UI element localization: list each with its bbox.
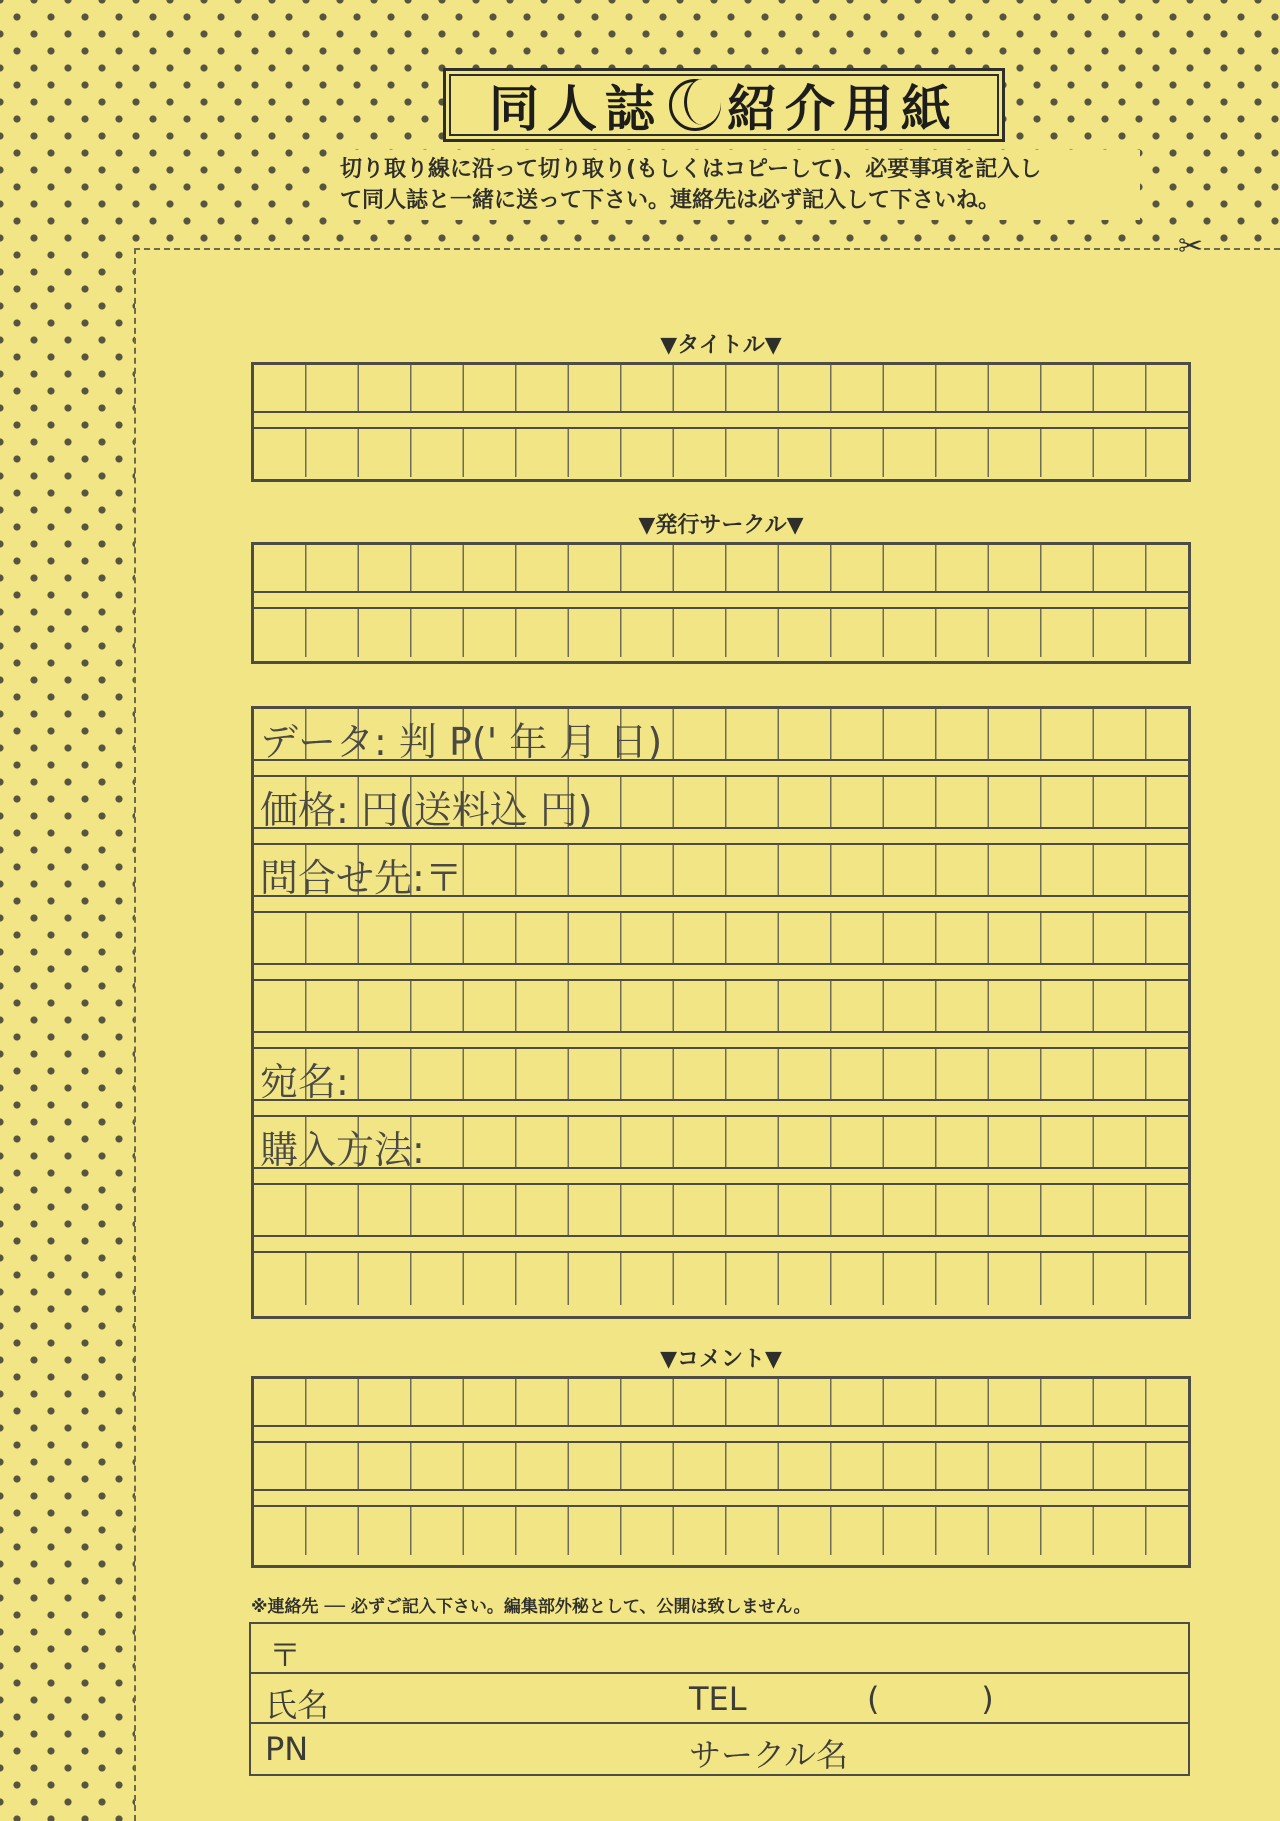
purchase-row-3[interactable] xyxy=(254,1253,1188,1305)
title-left: 同人誌 xyxy=(489,80,663,138)
price-row[interactable] xyxy=(254,777,1188,832)
inquiry-label: 問合せ先:〒 xyxy=(260,856,463,900)
scissors-icon: ✂ xyxy=(1178,229,1204,264)
grid-row[interactable] xyxy=(254,1379,1188,1427)
data-row[interactable] xyxy=(254,709,1188,764)
inquiry-row-3[interactable] xyxy=(254,981,1188,1033)
comment-grid[interactable] xyxy=(251,1376,1191,1568)
grid-row[interactable] xyxy=(254,1507,1188,1555)
inquiry-row-2[interactable] xyxy=(254,913,1188,965)
contact-box[interactable] xyxy=(249,1622,1190,1776)
postal-mark: 〒 xyxy=(269,1636,302,1674)
purchase-row-2[interactable] xyxy=(254,1185,1188,1237)
name-label: 氏名 xyxy=(265,1686,330,1724)
circle-grid[interactable] xyxy=(251,542,1191,664)
privacy-note: ※連絡先 ── 必ずご記入下さい。編集部外秘として、公開は致しません。 xyxy=(251,1597,811,1617)
purchase-label: 購入方法: xyxy=(260,1128,425,1172)
form-title xyxy=(443,68,1005,142)
pn-label: PN xyxy=(265,1730,309,1768)
instructions xyxy=(330,150,1140,220)
title-right: 紹介用紙 xyxy=(727,80,959,138)
address-row[interactable] xyxy=(254,1049,1188,1104)
comment-heading: ▼コメント▼ xyxy=(660,1347,782,1372)
grid-row[interactable] xyxy=(254,609,1188,657)
address-label: 宛名: xyxy=(260,1060,349,1104)
grid-row[interactable] xyxy=(254,365,1188,413)
postal-row[interactable] xyxy=(251,1624,1188,1674)
cut-line-top xyxy=(134,248,1280,250)
grid-row[interactable] xyxy=(254,1443,1188,1491)
instructions-line-2: て同人誌と一緒に送って下さい。連絡先は必ず記入して下さいね。 xyxy=(340,188,1001,213)
cut-line-left xyxy=(134,248,136,1821)
moon-icon xyxy=(669,79,721,131)
inquiry-row[interactable] xyxy=(254,845,1188,900)
title-grid[interactable] xyxy=(251,362,1191,482)
circle-heading: ▼発行サークル▼ xyxy=(638,513,804,538)
details-grid[interactable] xyxy=(251,706,1191,1319)
grid-row[interactable] xyxy=(254,545,1188,593)
price-label: 価格: 円(送料込 円) xyxy=(260,788,593,832)
pn-row[interactable] xyxy=(251,1724,1188,1774)
purchase-row[interactable] xyxy=(254,1117,1188,1172)
data-label: データ: 判 P(' 年 月 日) xyxy=(260,720,663,764)
circle-name-label: サークル名 xyxy=(689,1736,849,1774)
title-heading: ▼タイトル▼ xyxy=(660,333,782,358)
instructions-line-1: 切り取り線に沿って切り取り(もしくはコピーして)、必要事項を記入し xyxy=(340,157,1042,182)
grid-row[interactable] xyxy=(254,429,1188,477)
tel-parens: ( ) xyxy=(867,1680,994,1718)
tel-label: TEL xyxy=(689,1680,747,1718)
name-row[interactable] xyxy=(251,1674,1188,1724)
